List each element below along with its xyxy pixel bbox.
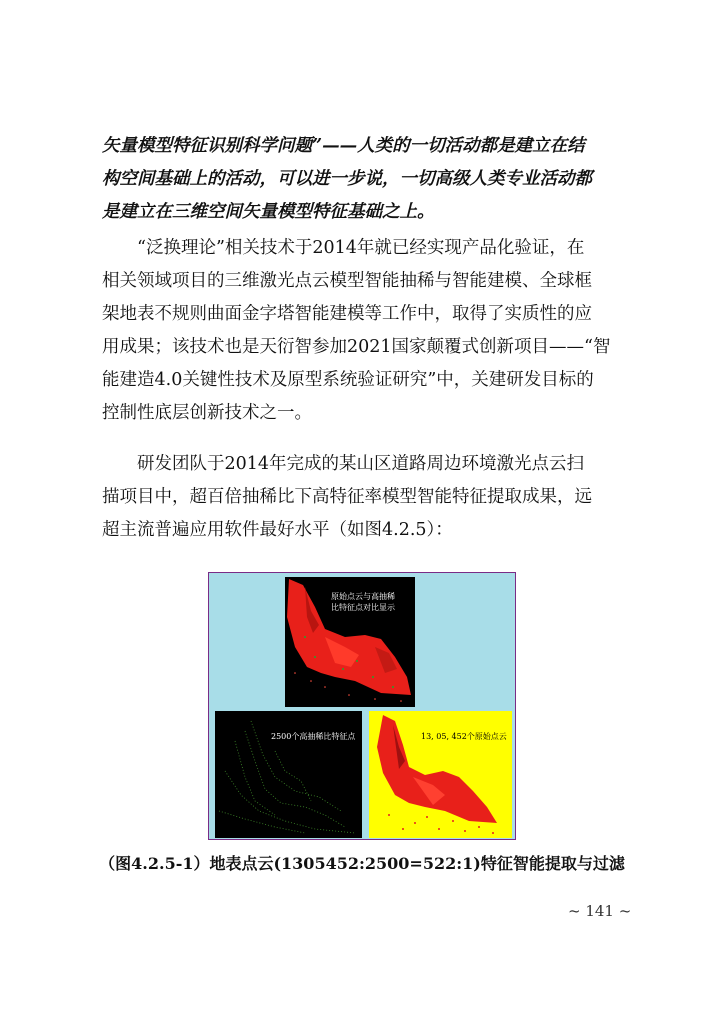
text-line: 相关领域项目的三维激光点云模型智能抽稀与智能建模、全球框	[102, 271, 592, 291]
text-line: “泛换理论”相关技术于2014年就已经实现产品化验证，在	[137, 238, 585, 258]
paragraph-3	[102, 448, 632, 547]
text-line: 架地表不规则曲面金字塔智能建模等工作中，取得了实质性的应	[102, 304, 592, 324]
point-cloud-figure	[208, 572, 516, 840]
original-points-panel	[369, 711, 512, 838]
text-line: 控制性底层创新技术之一。	[102, 403, 312, 423]
text-line: 是建立在三维空间矢量模型特征基础之上。	[102, 202, 435, 222]
text-line: 用成果；该技术也是天衍智参加2021国家颠覆式创新项目——“智	[102, 337, 611, 357]
paragraph-1	[102, 130, 632, 229]
text-line: 研发团队于2014年完成的某山区道路周边环境激光点云扫	[137, 454, 585, 474]
comparison-panel	[285, 577, 415, 707]
text-line: 能建造4.0关键性技术及原型系统验证研究”中，关建研发目标的	[102, 370, 594, 390]
page-number: ~ 141 ~	[568, 902, 632, 920]
text-line: 超主流普遍应用软件最好水平（如图4.2.5）：	[102, 520, 453, 540]
panel-left-label: 2500个高抽稀比特征点	[271, 732, 356, 741]
panel-top-label: 原始点云与高抽稀比特征点对比显示	[331, 592, 395, 612]
text-line: 描项目中，超百倍抽稀比下高特征率模型智能特征提取成果，远	[102, 487, 592, 507]
paragraph-2	[102, 232, 632, 430]
text-line: 矢量模型特征识别科学问题”——人类的一切活动都是建立在结	[102, 136, 585, 156]
feature-points-panel	[215, 711, 362, 838]
panel-right-label: 13, 05, 452个原始点云	[421, 732, 507, 741]
text-line: 构空间基础上的活动，可以进一步说，一切高级人类专业活动都	[102, 169, 592, 189]
figure-caption: （图4.2.5-1）地表点云(1305452:2500=522:1)特征智能提取与过滤	[99, 854, 625, 873]
